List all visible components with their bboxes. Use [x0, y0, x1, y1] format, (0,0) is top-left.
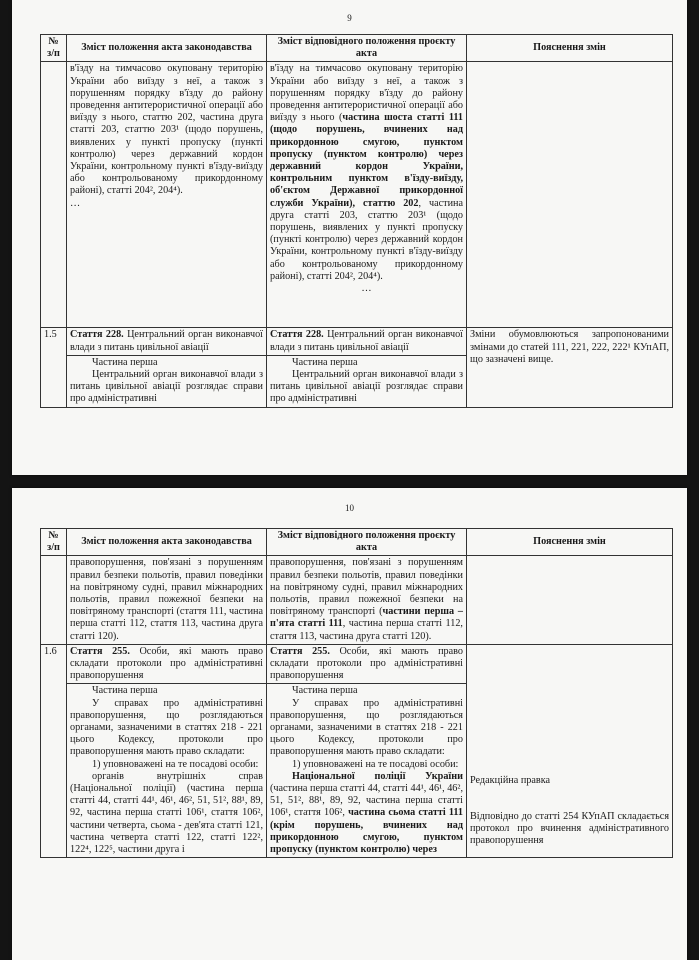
part-label: Частина перша: [92, 685, 158, 697]
draft-paragraph: 1) уповноважені на те посадові особи:: [292, 758, 459, 770]
header-draft-text: Зміст відповідного положення проєкту акта: [267, 35, 467, 62]
ellipsis: …: [70, 197, 81, 209]
header-explanation: Пояснення змін: [467, 35, 673, 62]
header-law-text: Зміст положення акта законодавства: [67, 529, 267, 556]
table-row: [41, 62, 673, 328]
draft-cell: [267, 355, 467, 407]
law-body: Центральний орган виконавчої влади з питань цивільної авіації розглядає справи про адміністративні: [70, 369, 263, 405]
law-paragraph: У справах про адміністративні правопорушення, що розглядаються органами, зазначеними в статтях 218 - 221 цього Кодексу, протоколи про правопорушення мають право складати:: [70, 697, 263, 758]
draft-cell: правопорушення, пов'язані з порушенням правил безпеки польотів, правил поведінки на повітряному судні, правил міжнародних польотів, правил пожежної безпеки на повітряному транспорті (частини перша – п'ята статті 111, частина перша статті 112, стаття 113, частина друга статті 120).: [267, 556, 467, 644]
draft-body: Центральний орган виконавчої влади з питань цивільної авіації розглядає справи про адміністративні: [270, 369, 463, 405]
explanation-protocol: Відповідно до статті 254 КУпАП складається протокол про вчинення адміністративного правопорушення: [470, 811, 669, 847]
draft-paragraph: Національної поліції України (частина перша статті 44, статті 44¹, 46¹, 46², 51, 51², 88¹, 89, 92, частина перша статті 106¹, стаття 106², частина сьома статті 111 (крім порушень, вчинених над прикордонною смугою, пунктом пропуску (пунктом контролю) через: [270, 770, 463, 856]
part-label: Частина перша: [292, 685, 358, 697]
comparison-table: [40, 528, 673, 858]
table-header-row: [41, 35, 673, 62]
header-law-text: Зміст положення акта законодавства: [67, 35, 267, 62]
explanation-cell: [467, 644, 673, 857]
table-row: [41, 556, 673, 644]
draft-text: в'їзду на тимчасово окуповану територію України або виїзду з неї, а також з порушенням порядку в'їзду до району проведення антитерористичної операції або виїзду з нього (частина шоста статті 111 (щодо порушень, вчинених над прикордонною смугою, пунктом пропуску (пунктом контролю) через державний кордон України, контрольним пунктом в'їзду-виїзду, об'єктом Державної прикордонної служби України), статтю 202, частина друга статті 203, статтю 203¹ (щодо порушень, виявлених у пункті пропуску (пункті контролю) через державний кордон України, контрольному пункті в'їзду-виїзду або контрольованому прикордонному районі), статті 204², 204⁴).: [270, 63, 464, 282]
page-number: 10: [345, 503, 354, 513]
header-number: № з/п: [41, 35, 67, 62]
row-number: 1.6: [41, 644, 67, 857]
explanation-cell: Зміни обумовлюються запропонованими змінами до статей 111, 221, 222, 222¹ КУпАП, що зазначені вище.: [467, 328, 673, 407]
table-header-row: [41, 529, 673, 556]
law-cell: Стаття 228. Центральний орган виконавчої влади з питань цивільної авіації: [67, 328, 267, 355]
law-cell: Стаття 255. Особи, які мають право складати протоколи про адміністративні правопорушення: [67, 644, 267, 684]
law-paragraph: органів внутрішніх справ (Національної поліції) (частина перша статті 44, статті 44¹, 46¹, 46², 51, 51², 88¹, 89, 92, частина перша статті 106¹, стаття 106², частини четверта, сьома - дев'ята статті 121, частина четверта статті 122, статті 122², 122⁴, 122⁵, частини друга і: [70, 770, 263, 856]
law-cell: [67, 62, 267, 328]
part-label: Частина перша: [292, 356, 358, 368]
ellipsis: …: [361, 283, 372, 295]
comparison-table: [40, 34, 673, 408]
part-label: Частина перша: [92, 356, 158, 368]
document-page-9: [12, 0, 687, 475]
page-number: 9: [347, 13, 352, 23]
draft-cell: [267, 684, 467, 858]
law-cell: правопорушення, пов'язані з порушенням правил безпеки польотів, правил поведінки на повітряному судні, правил міжнародних польотів, правил пожежної безпеки на повітряному транспорті (стаття 111, частина перша статті 112, стаття 113, частина друга статті 120).: [67, 556, 267, 644]
draft-cell: Стаття 255. Особи, які мають право складати протоколи про адміністративні правопорушення: [267, 644, 467, 684]
explanation-cell: [467, 62, 673, 328]
explanation-cell: [467, 556, 673, 644]
table-row: [41, 644, 673, 684]
row-number: 1.5: [41, 328, 67, 407]
law-text: в'їзду на тимчасово окуповану територію України або виїзду з неї, а також з порушенням порядку в'їзду до району проведення антитерористичної операції або виїзду з нього, статтю 202, частина друга статті 203, статтю 203¹ (щодо порушень, виявлених у пункті пропуску (пункті контролю) через державний кордон України, контрольному пункті в'їзду-виїзду або контрольованому прикордонному районі), статті 204², 204⁴).: [70, 63, 263, 197]
law-paragraph: 1) уповноважені на те посадові особи:: [92, 758, 259, 770]
law-cell: [67, 684, 267, 858]
header-explanation: Пояснення змін: [467, 529, 673, 556]
explanation-editorial: Редакційна правка: [470, 774, 551, 786]
header-number: № з/п: [41, 529, 67, 556]
draft-cell: Стаття 228. Центральний орган виконавчої влади з питань цивільної авіації: [267, 328, 467, 355]
header-draft-text: Зміст відповідного положення проєкту акта: [267, 529, 467, 556]
draft-paragraph: У справах про адміністративні правопорушення, що розглядаються органами, зазначеними в статтях 218 - 221 цього Кодексу, протоколи про правопорушення мають право складати:: [270, 697, 463, 758]
law-cell: [67, 355, 267, 407]
table-row: [41, 328, 673, 355]
document-page-10: [12, 488, 687, 960]
draft-cell: [267, 62, 467, 328]
